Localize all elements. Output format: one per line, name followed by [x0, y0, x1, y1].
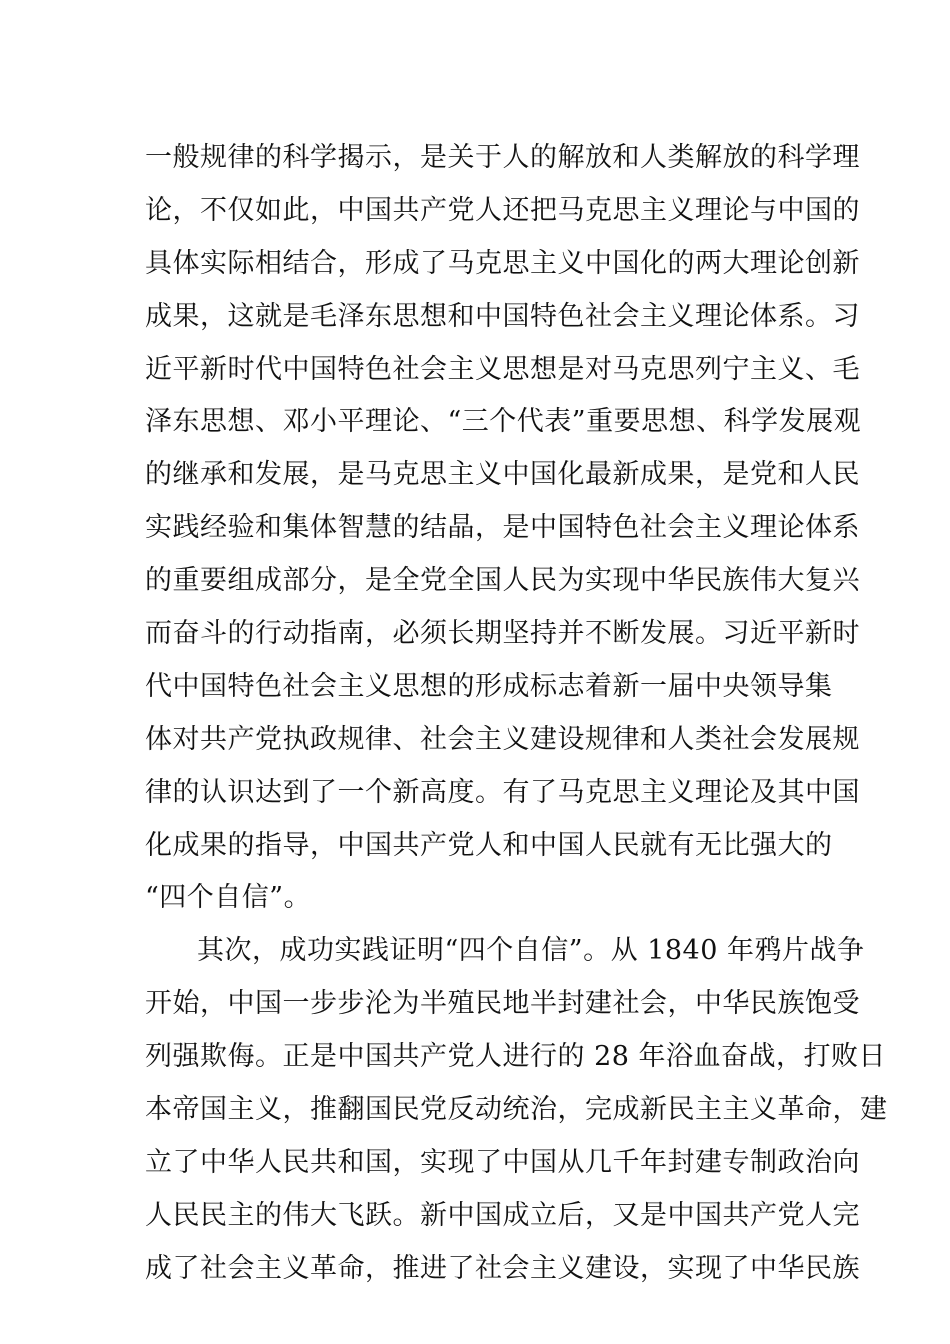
- text-line: 开始，中国一步步沦为半殖民地半封建社会，中华民族饱受: [145, 988, 860, 1020]
- text-line: 的重要组成部分，是全党全国人民为实现中华民族伟大复兴: [145, 565, 860, 597]
- text-line: 近平新时代中国特色社会主义思想是对马克思列宁主义、毛: [145, 353, 860, 385]
- text-line: 实践经验和集体智慧的结晶，是中国特色社会主义理论体系: [145, 512, 860, 544]
- text-line: 一般规律的科学揭示，是关于人的解放和人类解放的科学理: [145, 142, 860, 173]
- text-line: 律的认识达到了一个新高度。有了马克思主义理论及其中国: [145, 776, 860, 808]
- text-line: “四个自信”。: [145, 882, 312, 914]
- text-line: 而奋斗的行动指南，必须长期坚持并不断发展。习近平新时: [145, 618, 860, 650]
- text-line: 体对共产党执政规律、社会主义建设规律和人类社会发展规: [145, 723, 860, 755]
- text-line: 列强欺侮。正是中国共产党人进行的 28 年浴血奋战，打败日: [145, 1041, 887, 1073]
- text-line: 人民民主的伟大飞跃。新中国成立后，又是中国共产党人完: [145, 1199, 860, 1231]
- text-line: 具体实际相结合，形成了马克思主义中国化的两大理论创新: [145, 247, 860, 279]
- body-text: [145, 132, 888, 1296]
- text-line: 立了中华人民共和国，实现了中国从几千年封建专制政治向: [145, 1146, 860, 1178]
- text-line: 本帝国主义，推翻国民党反动统治，完成新民主主义革命，建: [145, 1094, 888, 1126]
- text-line: 泽东思想、邓小平理论、“三个代表”重要思想、科学发展观: [145, 406, 862, 438]
- text-line: 成了社会主义革命，推进了社会主义建设，实现了中华民族: [145, 1252, 860, 1284]
- text-line: 成果，这就是毛泽东思想和中国特色社会主义理论体系。习: [145, 300, 860, 332]
- text-line: 论，不仅如此，中国共产党人还把马克思主义理论与中国的: [145, 194, 860, 226]
- text-line: 的继承和发展，是马克思主义中国化最新成果，是党和人民: [145, 459, 860, 491]
- text-line: 化成果的指导，中国共产党人和中国人民就有无比强大的: [145, 829, 833, 861]
- text-line: 其次，成功实践证明“四个自信”。从 1840 年鸦片战争: [197, 935, 865, 967]
- text-line: 代中国特色社会主义思想的形成标志着新一届中央领导集: [145, 670, 833, 702]
